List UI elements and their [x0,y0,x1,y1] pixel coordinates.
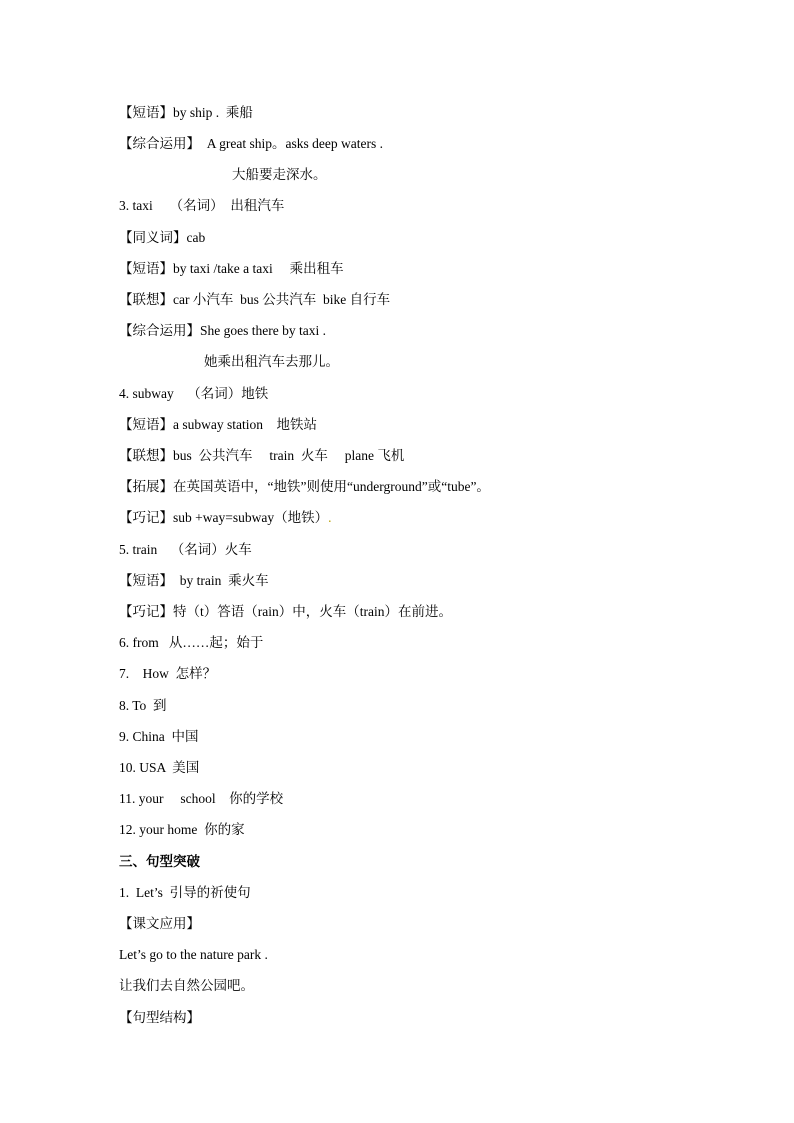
usage-she-goes-taxi: 【综合运用】She goes there by taxi . [119,323,326,338]
example-nature-park-translation: 让我们去自然公园吧。 [119,978,254,993]
usage-great-ship: 【综合运用】 A great ship。asks deep waters . [119,136,383,151]
phrase-by-ship: 【短语】by ship . 乘船 [119,105,253,120]
vocab-from: 6. from 从……起；始于 [119,635,264,650]
section-heading-sentence-patterns: 三、句型突破 [119,854,200,869]
association-transport: 【联想】bus 公共汽车 train 火车 plane 飞机 [119,448,405,463]
vocab-usa: 10. USA 美国 [119,760,200,775]
extension-underground: 【拓展】在英国英语中，“地铁”则使用“underground”或“tube”。 [119,479,490,494]
memory-train: 【巧记】特（t）答语（rain）中，火车（train）在前进。 [119,604,452,619]
vocab-china: 9. China 中国 [119,729,199,744]
memory-subway [119,508,331,528]
memory-subway-dot: . [328,510,332,525]
usage-great-ship-translation: 大船要走深水。 [232,167,327,182]
vocab-taxi: 3. taxi （名词） 出租汽车 [119,198,285,213]
memory-subway-text: 【巧记】sub +way=subway（地铁） [119,510,329,525]
usage-she-goes-taxi-translation: 她乘出租汽车去那儿。 [204,354,339,369]
vocab-train: 5. train （名词）火车 [119,542,252,557]
vocab-to: 8. To 到 [119,698,167,713]
phrase-by-taxi: 【短语】by taxi /take a taxi 乘出租车 [119,261,344,276]
association-vehicles: 【联想】car 小汽车 bus 公共汽车 bike 自行车 [119,292,391,307]
phrase-subway-station: 【短语】a subway station 地铁站 [119,417,317,432]
vocab-your-school: 11. your school 你的学校 [119,791,284,806]
label-sentence-structure: 【句型结构】 [119,1010,200,1025]
label-text-application: 【课文应用】 [119,916,200,931]
pattern-lets: 1. Let’s 引导的祈使句 [119,885,251,900]
vocab-your-home: 12. your home 你的家 [119,822,245,837]
phrase-by-train: 【短语】 by train 乘火车 [119,573,269,588]
synonym-cab: 【同义词】cab [119,230,206,245]
vocab-how: 7. How 怎样？ [119,666,217,681]
example-nature-park: Let’s go to the nature park . [119,947,268,962]
vocab-subway: 4. subway （名词）地铁 [119,386,269,401]
